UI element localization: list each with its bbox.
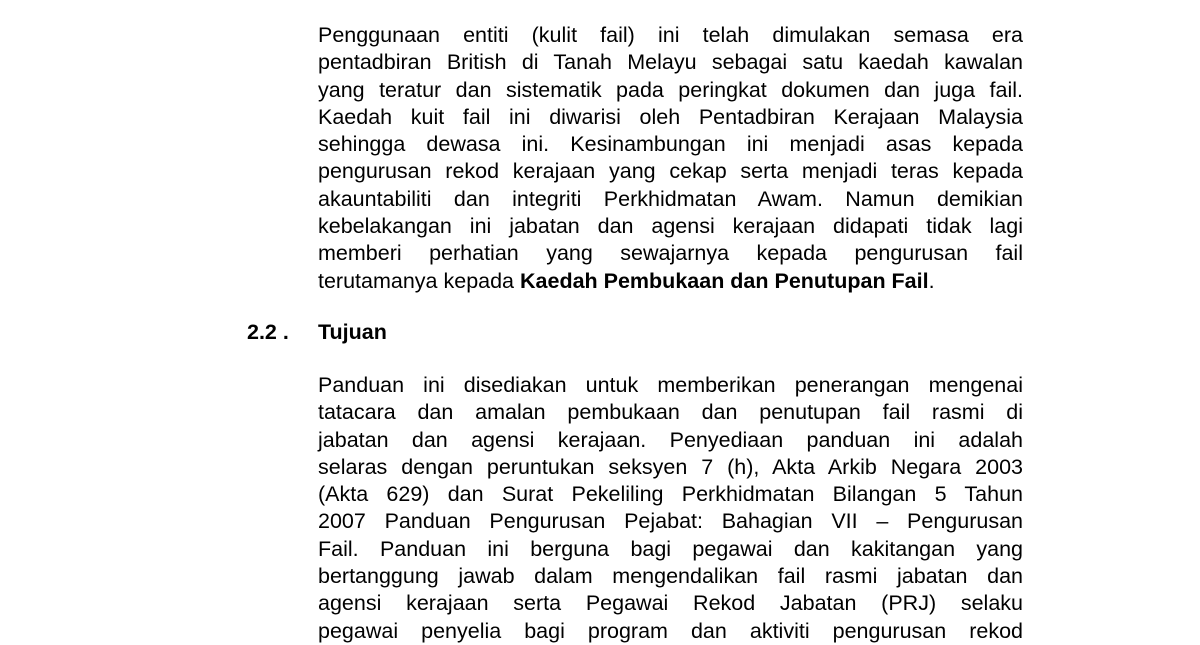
paragraph-line: pegawai penyelia bagi program dan aktiviti pengurusan rekod: [318, 618, 1023, 643]
paragraph-line: Fail. Panduan ini berguna bagi pegawai dan kakitangan yang: [318, 536, 1023, 561]
section-heading: [247, 319, 387, 346]
paragraph-line: Panduan ini disediakan untuk memberikan penerangan mengenai: [318, 373, 1023, 397]
section-number: 2.2 .: [247, 320, 289, 344]
paragraph-line: jabatan dan agensi kerajaan. Penyediaan panduan ini adalah: [318, 427, 1023, 452]
paragraph-line-prefix: terutamanya kepada: [318, 268, 520, 293]
bold-phrase: Kaedah Pembukaan dan Penutupan Fail: [520, 268, 929, 293]
paragraph-line: agensi kerajaan serta Pegawai Rekod Jabatan (PRJ) selaku: [318, 591, 1023, 616]
paragraph-line: Kaedah kuit fail ini diwarisi oleh Pentadbiran Kerajaan Malaysia: [318, 104, 1023, 129]
paragraph-line: Penggunaan entiti (kulit fail) ini telah dimulakan semasa era: [318, 23, 1023, 47]
paragraph-line: kebelakangan ini jabatan dan agensi kerajaan didapati tidak lagi: [318, 214, 1023, 239]
paragraph-line: 2007 Panduan Pengurusan Pejabat: Bahagian VII – Pengurusan: [318, 509, 1023, 534]
paragraph-line: pentadbiran British di Tanah Melayu sebagai satu kaedah kawalan: [318, 50, 1023, 75]
paragraph-background: [318, 22, 1023, 295]
paragraph-line: akauntabiliti dan integriti Perkhidmatan Awam. Namun demikian: [318, 186, 1023, 211]
paragraph-line-suffix: .: [928, 268, 935, 293]
paragraph-line: memberi perhatian yang sewajarnya kepada pengurusan fail: [318, 241, 1023, 266]
paragraph-line: selaras dengan peruntukan seksyen 7 (h), Akta Arkib Negara 2003: [318, 454, 1023, 479]
paragraph-last-line: [318, 268, 1023, 295]
paragraph-line: pengurusan rekod kerajaan yang cekap serta menjadi teras kepada: [318, 159, 1023, 184]
paragraph-line: (Akta 629) dan Surat Pekeliling Perkhidmatan Bilangan 5 Tahun: [318, 482, 1023, 507]
section-title: Tujuan: [318, 320, 387, 344]
paragraph-line: yang teratur dan sistematik pada peringkat dokumen dan juga fail.: [318, 77, 1023, 102]
paragraph-purpose: [318, 372, 1023, 645]
paragraph-line: tatacara dan amalan pembukaan dan penutupan fail rasmi di: [318, 400, 1023, 425]
paragraph-line: bertanggung jawab dalam mengendalikan fail rasmi jabatan dan: [318, 564, 1023, 589]
paragraph-line: sehingga dewasa ini. Kesinambungan ini menjadi asas kepada: [318, 132, 1023, 157]
